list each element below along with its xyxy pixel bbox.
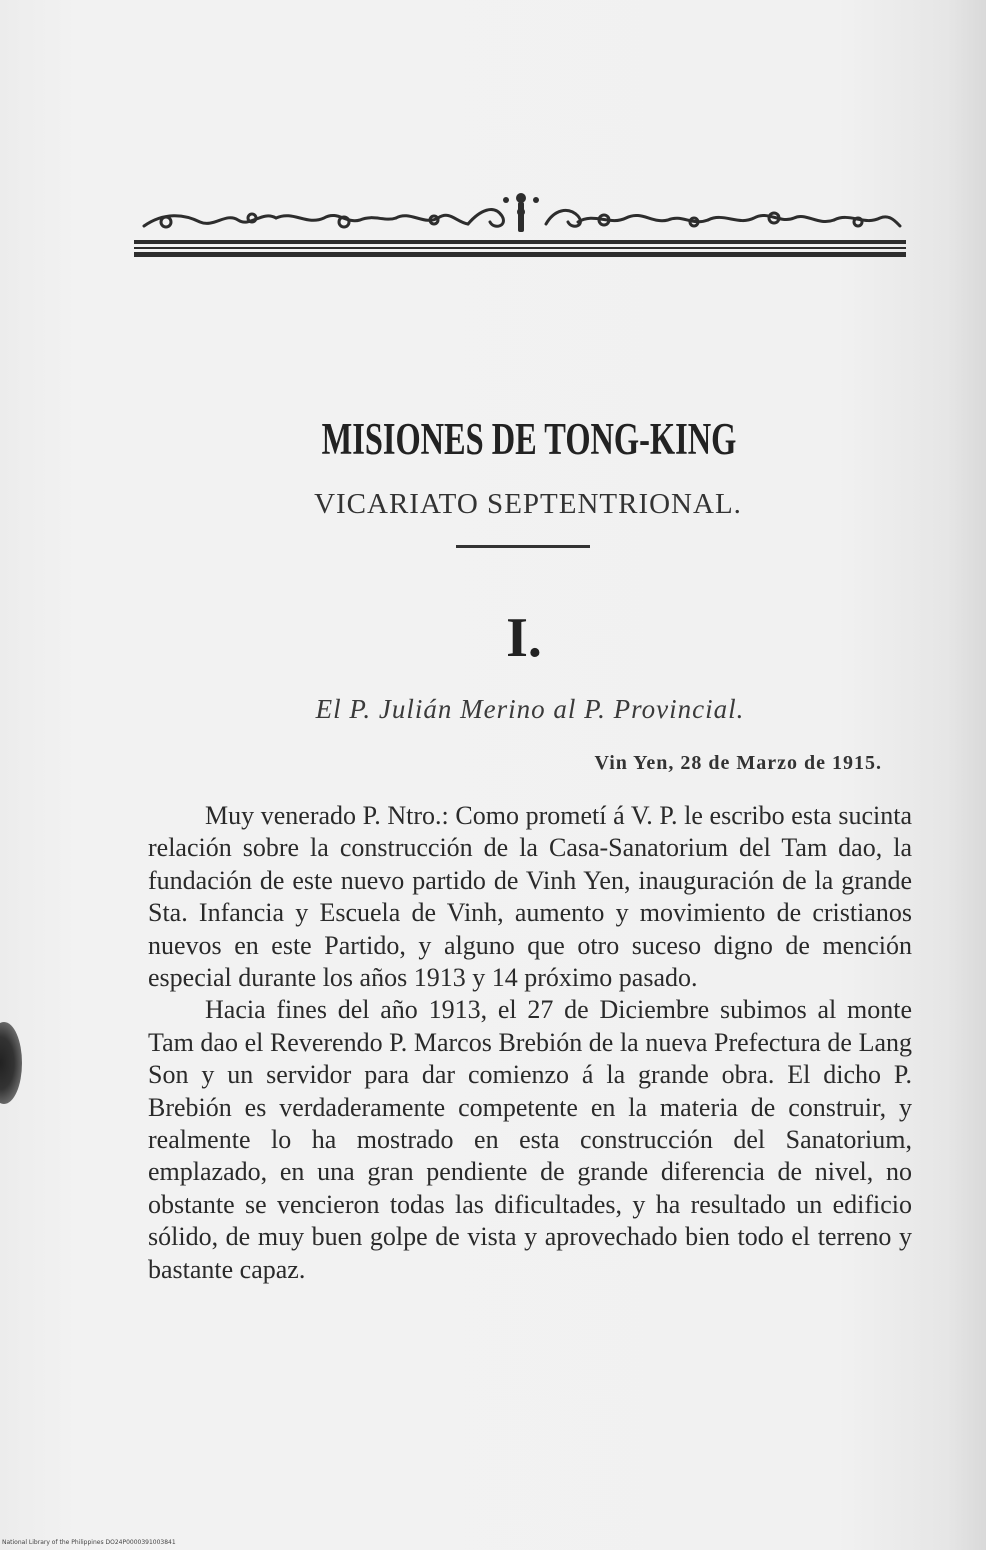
letter-body (148, 800, 912, 1286)
dateline: Vin Yen, 28 de Marzo de 1915. (594, 752, 882, 774)
archive-footer: National Library of the Philippines DO24P0000391003841 (2, 1539, 176, 1546)
title-divider (456, 545, 590, 548)
body-paragraph: Hacia fines del año 1913, el 27 de Diciembre subimos al monte Tam dao el Reverendo P. Marcos Brebión de la nueva Prefectura de Lang Son y un servidor para dar comienzo á la grande obra. El dicho P. Brebión es verdaderamente competente en la materia de construir, y realmente lo ha mostrado en esta construcción del Sanatorium, emplazado, en una gran pendiente de grande diferencia de nivel, no obstante se vencieron todas las dificultades, y ha resultado un edificio sólido, de muy buen golpe de vista y aprovechado bien todo el terreno y bastante capaz. (148, 995, 912, 1284)
decorative-header-ornament (134, 182, 906, 262)
body-paragraph: Muy venerado P. Ntro.: Como prometí á V. P. le escribo esta sucinta relación sobre la construcción de la Casa-Sanatorium del Tam dao, la fundación de este nuevo partido de Vinh Yen, inauguración de la grande Sta. Infancia y Escuela de Vinh, aumento y movimiento de cristianos nuevos en este Partido, y alguno que otro suceso digno de mención especial durante los años 1913 y 14 próximo pasado. (148, 801, 912, 993)
page-title: MISIONES DE TONG-KING (321, 414, 737, 464)
binding-shadow (0, 1022, 22, 1104)
page-subtitle: VICARIATO SEPTENTRIONAL. (314, 488, 742, 520)
letter-heading: El P. Julián Merino al P. Provincial. (315, 694, 745, 724)
section-number: I. (506, 607, 542, 669)
